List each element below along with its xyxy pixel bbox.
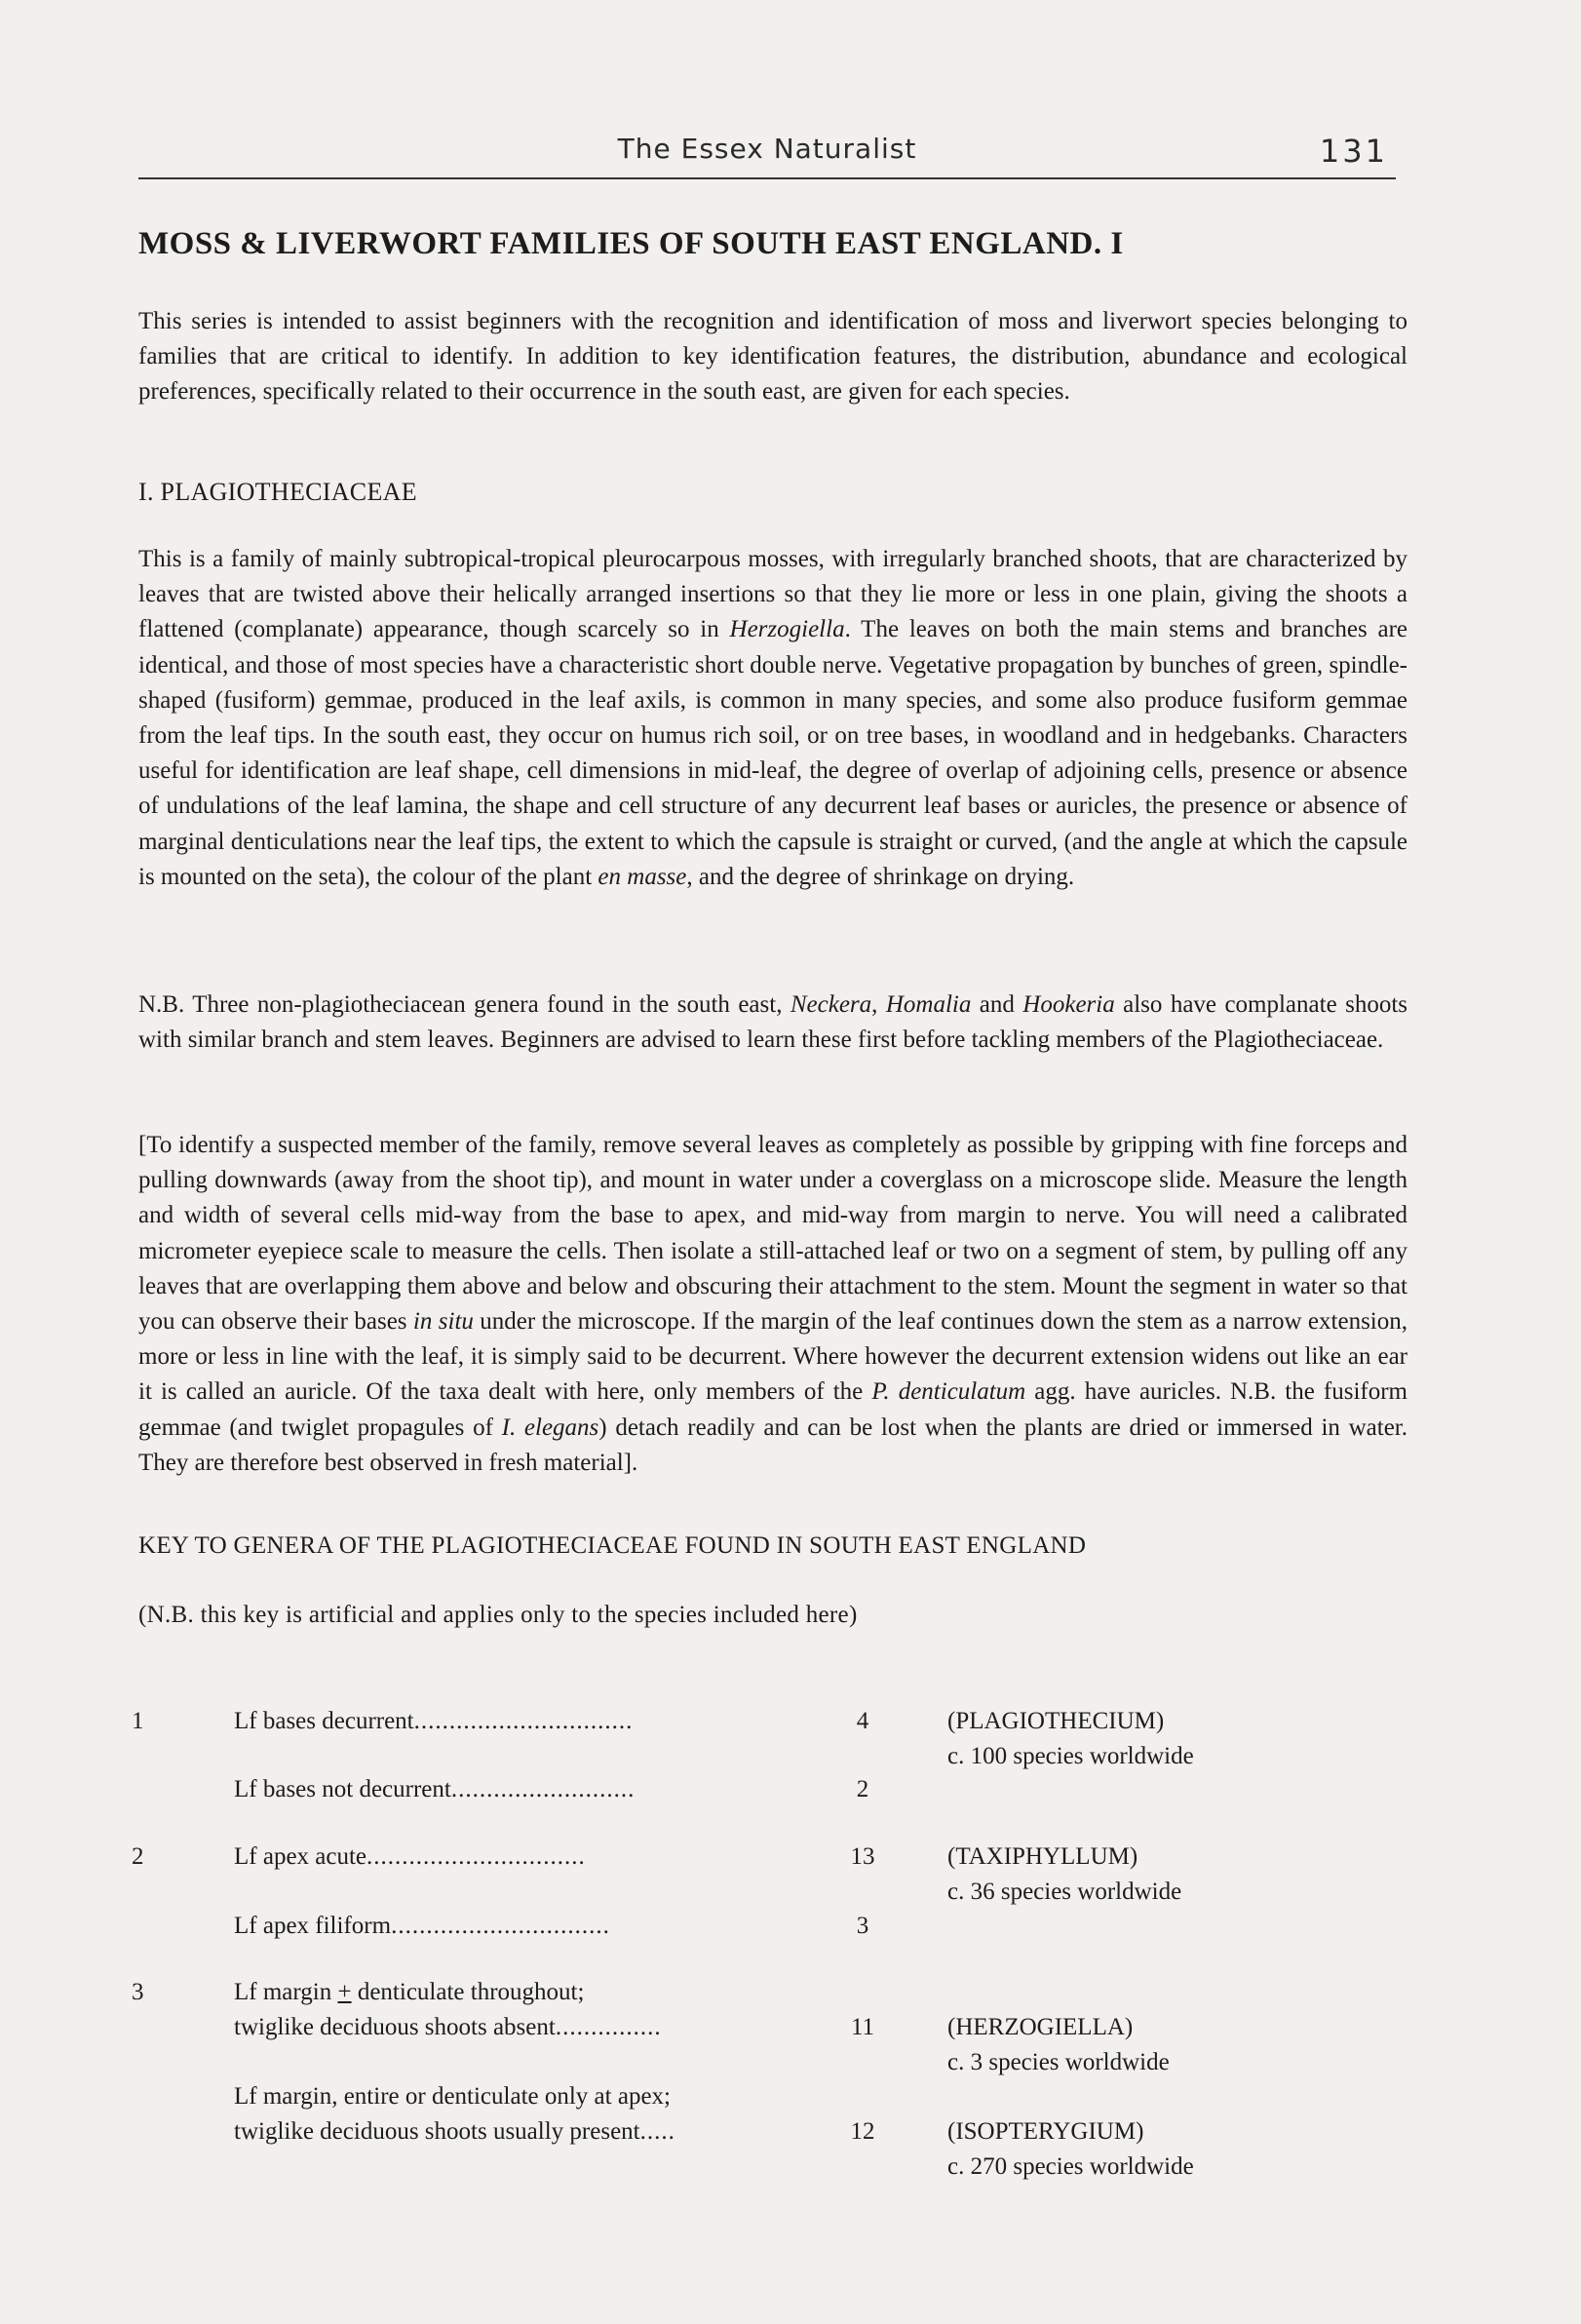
genus-name: Hookeria [1022,991,1115,1018]
section-heading: I. PLAGIOTHECIACEAE [138,478,417,506]
family-description-paragraph: This is a family of mainly subtropical-tropical pleurocarpous mosses, with irregularly branched shoots, that are characterized by leaves that are twisted above their helically arranged insertions so that they lie more or less in one plain, giving the shoots a flattened (complanate) appearance, though scarcely so in Herzogiella. The leaves on both the main stems and branches are identical, and those of most species have a characteristic short double nerve. Vegetative propagation by bunches of green, spindle-shaped (fusiform) gemmae, produced in the leaf axils, is common in many species, and some also produce fusiform gemmae from the leaf tips. In the south east, they occur on humus rich soil, or on tree bases, in woodland and in hedgebanks. Characters useful for identification are leaf shape, cell dimensions in mid-leaf, the degree of overlap of adjoining cells, presence or absence of undulations of the leaf lamina, the shape and cell structure of any decurrent leaf bases or auricles, the presence or absence of marginal denticulations near the leaf tips, the extent to which the capsule is straight or curved, (and the angle at which the capsule is mounted on the seta), the colour of the plant en masse, and the degree of shrinkage on drying. [138,546,1407,890]
article-title: MOSS & LIVERWORT FAMILIES OF SOUTH EAST ENGLAND. I [138,226,1124,261]
key-lead: Lf apex acute............................... [234,1843,586,1870]
key-genus: (ISOPTERYGIUM) [947,2118,1144,2145]
key-species-count: c. 270 species worldwide [947,2153,1194,2180]
key-species-count: c. 3 species worldwide [947,2049,1170,2075]
page-number: 131 [1319,133,1388,170]
key-genus: (HERZOGIELLA) [947,2014,1134,2040]
key-genus: (PLAGIOTHECIUM) [947,1708,1165,1734]
key-genus: (TAXIPHYLLUM) [947,1843,1138,1870]
key-goto: 11 [850,2014,875,2040]
genus-name: Homalia [885,991,972,1018]
species-name: P. denticulatum [871,1378,1026,1406]
plus-minus-symbol: + [337,1979,352,2005]
key-couplet-number: 3 [132,1979,144,2005]
key-lead: Lf apex filiform............................... [234,1913,610,1939]
key-species-count: c. 36 species worldwide [947,1879,1182,1905]
key-couplet-number: 2 [132,1843,144,1870]
genus-name: Herzogiella [729,616,845,643]
key-lead: Lf bases decurrent............................... [234,1708,634,1734]
key-goto: 3 [856,1913,869,1939]
key-lead: twiglike deciduous shoots absent............... [234,2014,662,2040]
key-heading: KEY TO GENERA OF THE PLAGIOTHECIACEAE FOUND IN SOUTH EAST ENGLAND [138,1532,1087,1559]
key-goto: 2 [856,1776,869,1802]
key-goto: 12 [850,2118,875,2145]
key-goto: 4 [856,1708,869,1734]
key-couplet-number: 1 [132,1708,144,1734]
nb-paragraph: N.B. Three non-plagiotheciacean genera found in the south east, Neckera, Homalia and Hookeria also have complanate shoots with similar branch and stem leaves. Beginners are advised to learn these first before tackling members of the Plagiotheciaceae. [138,991,1407,1054]
latin-phrase: in situ [412,1308,474,1336]
key-species-count: c. 100 species worldwide [947,1743,1194,1769]
key-lead: Lf bases not decurrent.......................... [234,1776,636,1802]
key-note: (N.B. this key is artificial and applies only to the species included here) [138,1602,858,1628]
genus-name: Neckera [790,991,872,1018]
key-lead: Lf margin, entire or denticulate only at apex; [234,2083,671,2110]
key-lead: Lf margin + denticulate throughout; [234,1979,585,2005]
latin-phrase: en masse [598,863,687,890]
key-goto: 13 [850,1843,875,1870]
journal-title: The Essex Naturalist [617,133,917,165]
running-head [138,133,1396,179]
intro-paragraph: This series is intended to assist beginners with the recognition and identification of moss and liverwort species belonging to families that are critical to identify. In addition to key identification features, the distribution, abundance and ecological preferences, specifically related to their occurrence in the south east, are given for each species. [138,308,1407,406]
species-name: I. elegans [501,1414,599,1441]
key-lead: twiglike deciduous shoots usually present..... [234,2118,675,2145]
method-paragraph: [To identify a suspected member of the family, remove several leaves as completely as possible by gripping with fine forceps and pulling downwards (away from the shoot tip), and mount in water under a coverglass on a microscope slide. Measure the length and width of several cells mid-way from the base to apex, and mid-way from margin to nerve. You will need a calibrated micrometer eyepiece scale to measure the cells. Then isolate a still-attached leaf or two on a segment of stem, by pulling off any leaves that are overlapping them above and below and obscuring their attachment to the stem. Mount the segment in water so that you can observe their bases in situ under the microscope. If the margin of the leaf continues down the stem as a narrow extension, more or less in line with the leaf, it is simply said to be decurrent. Where however the decurrent extension widens out like an ear it is called an auricle. Of the taxa dealt with here, only members of the P. denticulatum agg. have auricles. N.B. the fusiform gemmae (and twiglet propagules of I. elegans) detach readily and can be lost when the plants are dried or immersed in water. They are therefore best observed in fresh material]. [138,1132,1407,1476]
